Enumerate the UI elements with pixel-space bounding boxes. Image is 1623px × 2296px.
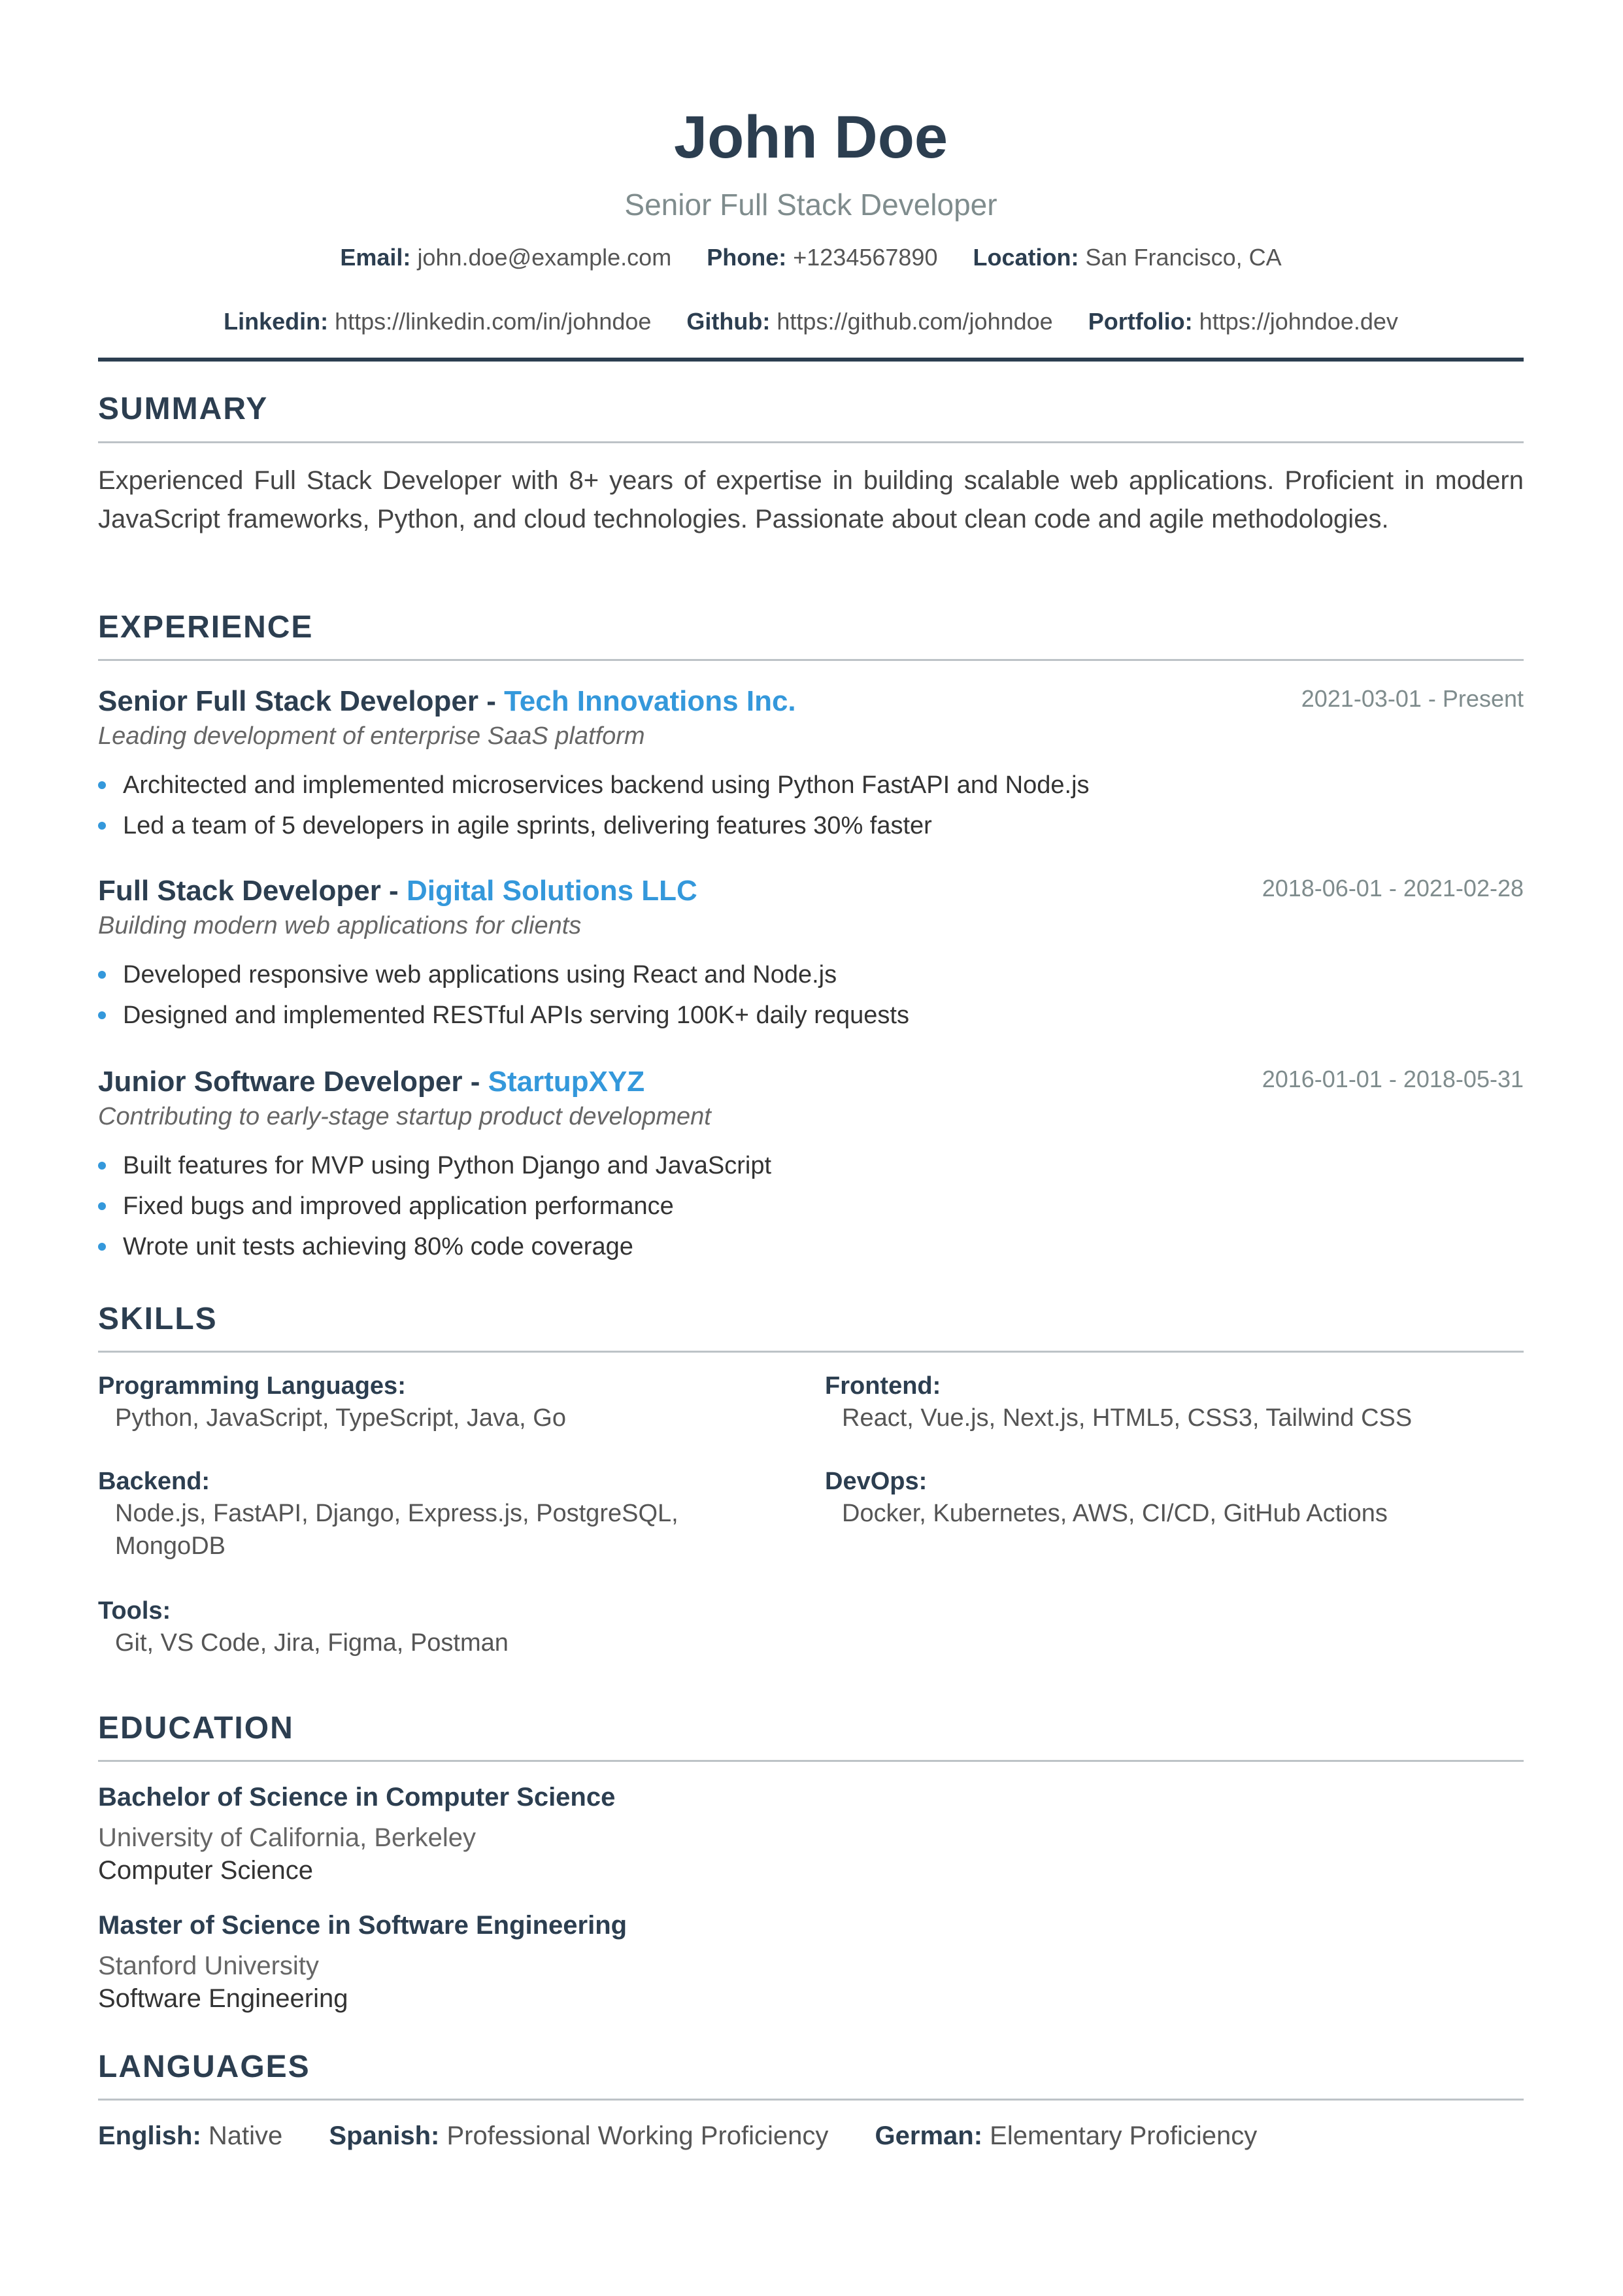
education-field: Software Engineering [98,1984,348,2013]
job-company: Digital Solutions LLC [406,875,697,907]
job-dates: 2016-01-01 - 2018-05-31 [1262,1066,1524,1092]
job-bullet-list [98,954,1524,1036]
section-title-experience: EXPERIENCE [98,610,314,645]
skill-label: DevOps: [825,1468,928,1495]
contact-linkedin-label: Linkedin: [224,308,329,335]
experience-entry [98,873,1524,1036]
job-separator: - [462,1066,488,1098]
education-degree: Master of Science in Software Engineering [98,1911,627,1940]
skill-group-programming-languages [98,1370,752,1434]
language-english: English: Native [98,2121,283,2150]
header-divider [98,358,1524,362]
contact-location [973,243,1282,272]
contact-portfolio[interactable] [1088,307,1398,336]
job-bullet: Led a team of 5 developers in agile sprints, delivering features 30% faster [98,805,1524,846]
contact-phone[interactable] [707,243,937,272]
candidate-title: Senior Full Stack Developer [624,188,997,222]
bullet-dot-icon [98,971,106,979]
contact-email-value: john.doe@example.com [417,244,672,271]
job-position: Junior Software Developer [98,1066,463,1098]
contact-email[interactable] [340,243,671,272]
job-bullet: Wrote unit tests achieving 80% code coverage [98,1226,1524,1267]
contact-row-primary [98,243,1524,272]
job-bullet: Developed responsive web applications using React and Node.js [98,954,1524,995]
bullet-dot-icon [98,1162,106,1170]
education-degree: Bachelor of Science in Computer Science [98,1783,616,1812]
section-title-summary: SUMMARY [98,392,269,426]
contact-linkedin-link[interactable]: https://linkedin.com/in/johndoe [335,308,652,335]
skill-label: Backend: [98,1468,210,1495]
skill-label: Tools: [98,1597,171,1625]
skill-value: Docker, Kubernetes, AWS, CI/CD, GitHub Actions [842,1500,1388,1527]
education-field: Computer Science [98,1856,314,1885]
job-bullet: Architected and implemented microservices backend using Python FastAPI and Node.js [98,765,1524,805]
skill-value: Git, VS Code, Jira, Figma, Postman [115,1629,509,1657]
summary-text: Experienced Full Stack Developer with 8+ years of expertise in building scalable web applications. Proficient in modern JavaScript frameworks, Python, and cloud technologies. Passionate about clean code and agile methodologies. [98,466,1524,533]
contact-row-links [98,307,1524,336]
job-company: StartupXYZ [488,1066,645,1098]
bullet-dot-icon [98,822,106,830]
job-bullet-list [98,1145,1524,1267]
contact-portfolio-link[interactable]: https://johndoe.dev [1199,308,1398,335]
job-separator: - [380,875,407,907]
job-separator: - [478,685,505,717]
education-school: Stanford University [98,1951,319,1980]
section-divider-summary [98,441,1524,443]
job-description: Contributing to early-stage startup product development [98,1103,711,1130]
skill-label: Programming Languages: [98,1372,406,1400]
job-description: Building modern web applications for clients [98,912,582,939]
contact-phone-label: Phone: [707,244,787,271]
skill-value: React, Vue.js, Next.js, HTML5, CSS3, Tailwind CSS [842,1404,1413,1432]
contact-location-value: San Francisco, CA [1085,244,1282,271]
job-company: Tech Innovations Inc. [504,685,796,717]
skill-group-tools [98,1595,752,1659]
section-divider-experience [98,659,1524,661]
bullet-dot-icon [98,1243,106,1251]
section-divider-skills [98,1351,1524,1353]
section-title-education: EDUCATION [98,1711,294,1746]
contact-github-link[interactable]: https://github.com/johndoe [777,308,1053,335]
bullet-dot-icon [98,1202,106,1210]
skill-group-backend [98,1466,726,1562]
skill-label: Frontend: [825,1372,941,1400]
contact-portfolio-label: Portfolio: [1088,308,1193,335]
education-entry [98,1909,1524,2015]
contact-phone-value: +1234567890 [793,244,938,271]
job-bullet: Fixed bugs and improved application performance [98,1186,1524,1226]
job-dates: 2018-06-01 - 2021-02-28 [1262,875,1524,902]
experience-entry [98,1064,1524,1267]
education-entry [98,1781,1524,1887]
job-dates: 2021-03-01 - Present [1301,685,1524,712]
section-divider-languages [98,2099,1524,2101]
skill-value: Python, JavaScript, TypeScript, Java, Go [115,1404,566,1432]
skill-group-frontend [825,1370,1479,1434]
languages-list [98,2119,1296,2152]
section-divider-education [98,1760,1524,1762]
job-position: Full Stack Developer [98,875,381,907]
job-bullet-list [98,765,1524,846]
contact-github-label: Github: [686,308,771,335]
bullet-dot-icon [98,1011,106,1019]
section-title-skills: SKILLS [98,1302,218,1336]
contact-linkedin[interactable] [224,307,651,336]
bullet-dot-icon [98,781,106,789]
section-title-languages: LANGUAGES [98,2050,310,2084]
contact-email-label: Email: [340,244,411,271]
contact-location-label: Location: [973,244,1079,271]
skill-value: Node.js, FastAPI, Django, Express.js, PostgreSQL, MongoDB [115,1500,678,1560]
job-position: Senior Full Stack Developer [98,685,478,717]
education-school: University of California, Berkeley [98,1823,476,1852]
experience-entry [98,684,1524,846]
job-bullet: Built features for MVP using Python Django and JavaScript [98,1145,1524,1186]
language-german: German: Elementary Proficiency [875,2121,1258,2150]
job-description: Leading development of enterprise SaaS platform [98,722,645,750]
candidate-name: John Doe [673,104,948,171]
language-spanish: Spanish: Professional Working Proficiency [329,2121,829,2150]
skill-group-devops [825,1466,1479,1530]
job-bullet: Designed and implemented RESTful APIs serving 100K+ daily requests [98,995,1524,1036]
contact-github[interactable] [686,307,1052,336]
